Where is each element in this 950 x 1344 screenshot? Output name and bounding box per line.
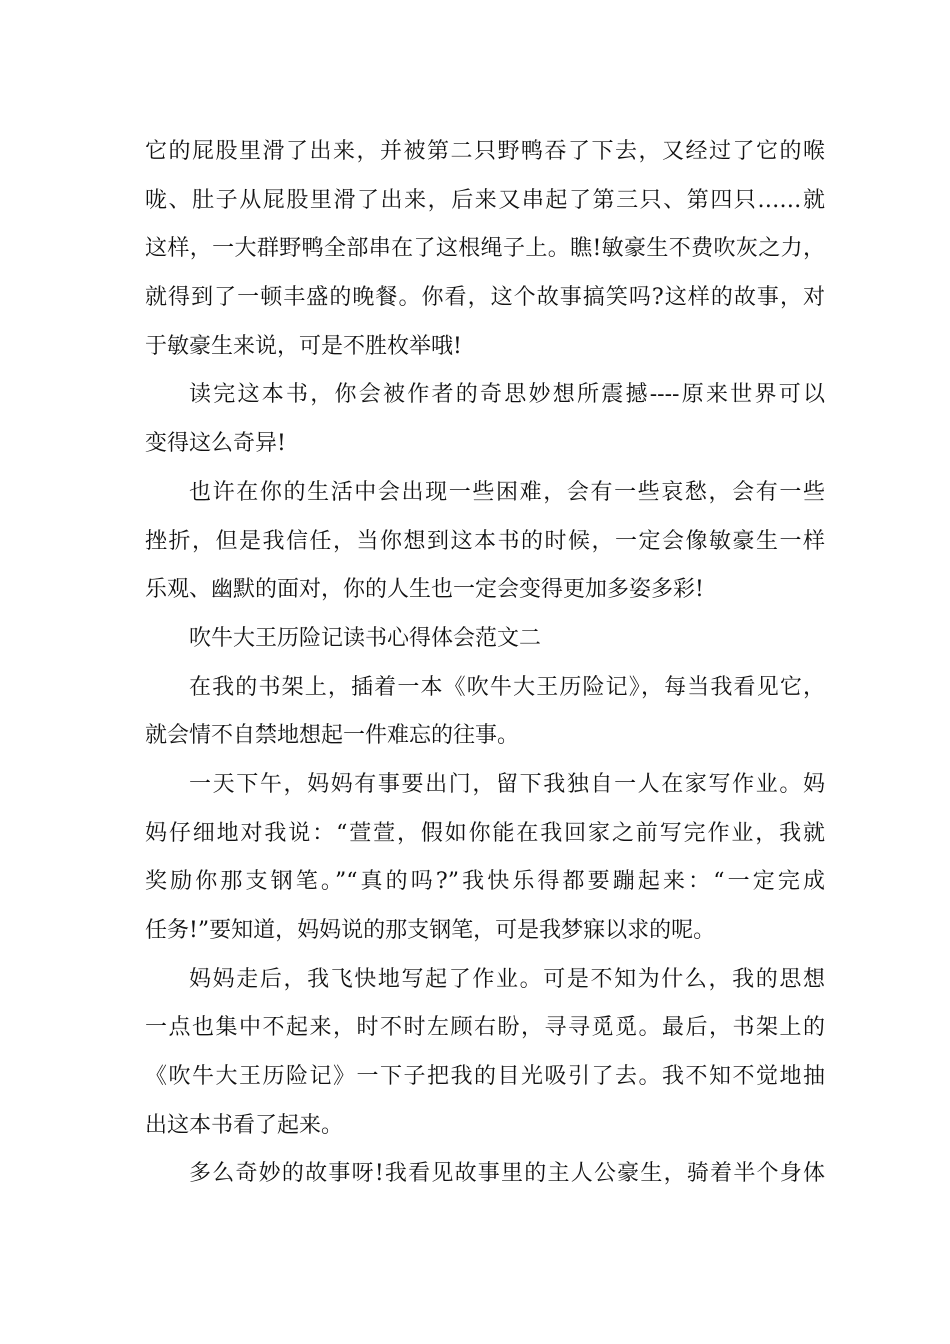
text-line: 多么奇妙的故事呀!我看见故事里的主人公豪生，骑着半个身体 [189,1161,825,1187]
text-line: 《吹牛大王历险记》一下子把我的目光吸引了去。我不知不觉地抽 [145,1064,825,1090]
text-line: 任务!”要知道，妈妈说的那支钢笔，可是我梦寐以求的呢。 [145,918,716,943]
text-line: 变得这么奇异! [145,431,286,457]
text-line: 就会情不自禁地想起一件难忘的往事。 [145,723,520,749]
text-line: 出这本书看了起来。 [145,1112,344,1138]
section-heading: 吹牛大王历险记读书心得体会范文二 [189,625,542,651]
text-line: 就得到了一顿丰盛的晚餐。你看，这个故事搞笑吗?这样的故事，对 [145,285,825,311]
text-line: 在我的书架上，插着一本《吹牛大王历险记》，每当我看见它， [189,674,825,700]
text-line: 这样，一大群野鸭全部串在了这根绳子上。瞧!敏豪生不费吹灰之力， [145,236,825,262]
text-line: 也许在你的生活中会出现一些困难，会有一些哀愁，会有一些 [189,479,825,505]
text-line: 一点也集中不起来，时不时左顾右盼，寻寻觅觅。最后，书架上的 [145,1015,825,1041]
text-line: 奖励你那支钢笔。”“真的吗?”我快乐得都要蹦起来：“一定完成 [145,869,825,895]
text-line: 咙、肚子从屁股里滑了出来，后来又串起了第三只、第四只……就 [145,187,825,213]
text-line: 乐观、幽默的面对，你的人生也一定会变得更加多姿多彩! [145,577,704,603]
document-body [145,128,825,1199]
text-line: 读完这本书，你会被作者的奇思妙想所震撼----原来世界可以 [189,382,825,408]
text-line: 于敏豪生来说，可是不胜枚举哦! [145,333,462,359]
text-line: 一天下午，妈妈有事要出门，留下我独自一人在家写作业。妈 [189,771,825,797]
text-line: 妈妈走后，我飞快地写起了作业。可是不知为什么，我的思想 [189,966,825,992]
text-line: 挫折，但是我信任，当你想到这本书的时候，一定会像敏豪生一样 [145,528,825,554]
text-line: 它的屁股里滑了出来，并被第二只野鸭吞了下去，又经过了它的喉 [145,139,825,164]
text-line: 妈仔细地对我说：“萱萱，假如你能在我回家之前写完作业，我就 [145,820,825,846]
